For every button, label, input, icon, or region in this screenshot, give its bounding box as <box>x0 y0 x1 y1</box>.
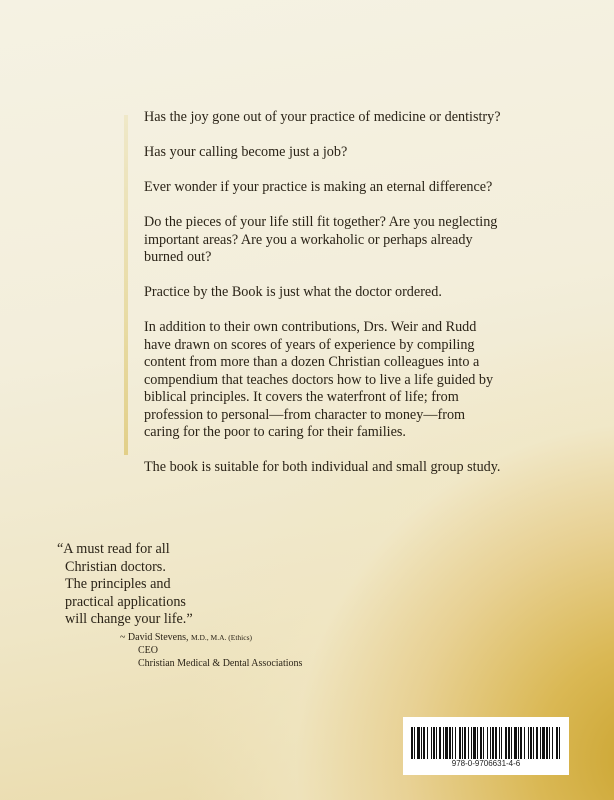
barcode-bar <box>411 727 413 759</box>
barcode-bar <box>421 727 422 759</box>
barcode-bar <box>518 727 519 759</box>
barcode-bar <box>455 727 456 759</box>
barcode-bar <box>508 727 510 759</box>
barcode-bar <box>559 727 560 759</box>
barcode-bar <box>483 727 484 759</box>
barcode-bar <box>431 727 432 759</box>
barcode-bar <box>439 727 441 759</box>
barcode-bar <box>427 727 428 759</box>
barcode-bar <box>480 727 482 759</box>
barcode-bar <box>530 727 532 759</box>
barcode-bar <box>549 727 550 759</box>
barcode-bar <box>449 727 451 759</box>
barcode-bar <box>520 727 522 759</box>
blurb-paragraph-3: Ever wonder if your practice is making an eternal difference? <box>144 179 493 195</box>
barcode-bar <box>490 727 491 759</box>
endorsement-quote <box>57 541 257 629</box>
endorser-name-row <box>120 631 302 644</box>
barcode-bar <box>499 727 500 759</box>
barcode-bar <box>528 727 529 759</box>
barcode-bar <box>511 727 512 759</box>
endorsement-attribution <box>120 631 302 670</box>
isbn-number: 978-0-9706631-4-6 <box>451 759 521 768</box>
barcode-bar <box>414 727 415 759</box>
barcode-bar <box>533 727 534 759</box>
barcode-bar <box>471 727 472 759</box>
quote-line: will change your life.” <box>65 611 193 627</box>
barcode-bar <box>505 727 507 759</box>
blurb-paragraph-2: Has your calling become just a job? <box>144 144 348 160</box>
barcode-bar <box>501 727 502 759</box>
endorser-organization: Christian Medical & Dental Associations <box>138 658 303 669</box>
barcode-bar <box>443 727 444 759</box>
quote-line: Christian doctors. <box>65 558 166 575</box>
barcode-bar <box>436 727 437 759</box>
barcode-bar <box>473 727 476 759</box>
quote-line: “A must read for all <box>57 541 170 557</box>
barcode-bar <box>492 727 494 759</box>
quote-line: The principles and <box>65 576 171 592</box>
blurb-text <box>144 109 504 494</box>
barcode-bar <box>487 727 488 759</box>
barcode-bars <box>411 727 561 759</box>
barcode-bar <box>495 727 497 759</box>
barcode-bar <box>540 727 541 759</box>
barcode-bar <box>423 727 425 759</box>
barcode-bar <box>433 727 435 759</box>
barcode-bar <box>514 727 517 759</box>
quote-line: practical applications <box>65 593 186 610</box>
barcode-bar <box>462 727 463 759</box>
barcode-bar <box>546 727 548 759</box>
barcode-bar <box>477 727 478 759</box>
barcode-bar <box>542 727 545 759</box>
barcode-bar <box>459 727 461 759</box>
barcode-bar <box>417 727 420 759</box>
blurb-paragraph-7: The book is suitable for both individual and small group study. <box>144 459 501 475</box>
barcode-bar <box>556 727 558 759</box>
blurb-paragraph-6: In addition to their own contributions, Drs. Weir and Rudd have drawn on scores of years of experience by compiling content from more than a dozen Christian colleagues into a compendium that teaches doctors how to live a life guided by biblical principles. It covers the waterfront of life; from profession to personal—from character to money—from caring for the poor to caring for their families. <box>144 319 494 440</box>
barcode-bar <box>464 727 466 759</box>
endorser-title: CEO <box>138 645 158 656</box>
endorser-credentials: M.D., M.A. (Ethics) <box>190 633 253 642</box>
blurb-paragraph-5: Practice by the Book is just what the doctor ordered. <box>144 284 442 300</box>
barcode <box>403 717 569 775</box>
barcode-bar <box>536 727 538 759</box>
barcode-bar <box>445 727 448 759</box>
accent-bar <box>124 115 128 455</box>
blurb-paragraph-1: Has the joy gone out of your practice of medicine or dentistry? <box>144 109 501 125</box>
endorser-name: ~ David Stevens, <box>120 632 189 643</box>
barcode-bar <box>452 727 453 759</box>
blurb-paragraph-4: Do the pieces of your life still fit together? Are you neglecting important areas? Are you a workaholic or perhaps already burned out? <box>144 214 498 265</box>
barcode-bar <box>468 727 469 759</box>
barcode-bar <box>524 727 525 759</box>
barcode-bar <box>552 727 553 759</box>
